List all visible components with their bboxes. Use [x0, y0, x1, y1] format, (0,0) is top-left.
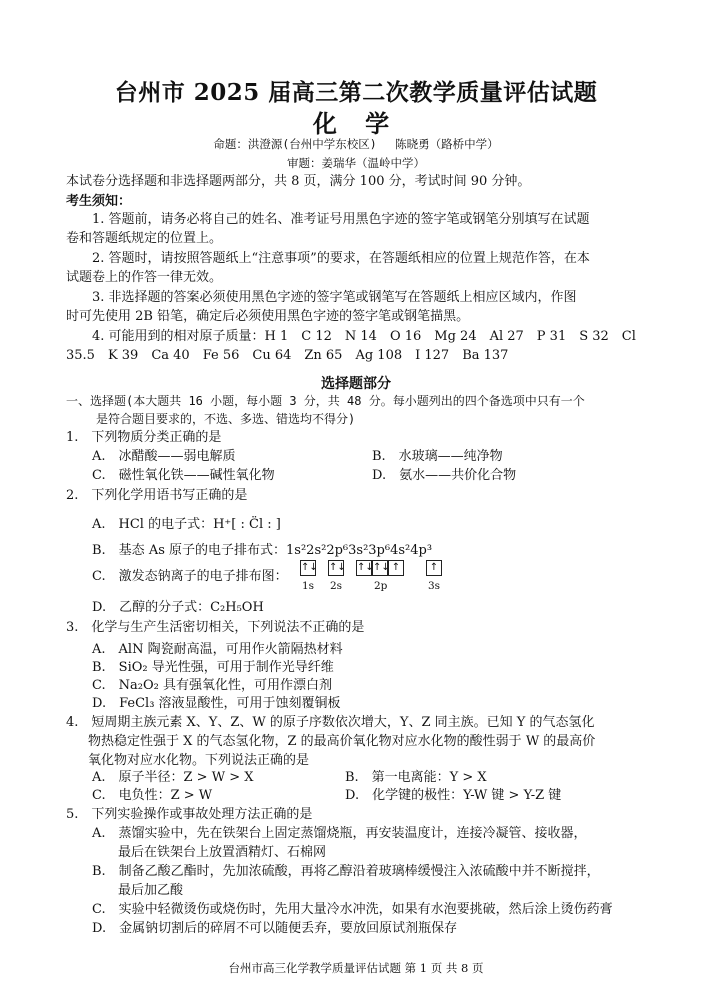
orbital-box-2p: ↑↓	[372, 560, 388, 576]
option	[92, 541, 432, 561]
question-stem: 4. 短周期主族元素 X、Y、Z、W 的原子序数依次增大，Y、Z 同主族。已知 Y 的气态氢化	[66, 715, 595, 730]
option: C. 电负性：Z > W	[92, 788, 213, 803]
section-desc: 一、选择题(本大题共 16 小题，每小题 3 分，共 48 分。每小题列出的四个备选项中只有一个	[66, 394, 585, 408]
question-stem: 3. 化学与生产生活密切相关，下列说法不正确的是	[66, 620, 365, 635]
option: 最后加乙酸	[118, 883, 184, 898]
orbital-box-2p: ↑	[388, 560, 404, 576]
option: A. 原子半径：Z > W > X	[92, 770, 254, 785]
option: C. 实验中轻微烫伤或烧伤时，先用大量冷水冲洗，如果有水泡要挑破，然后涂上烫伤药膏	[92, 902, 613, 917]
orbital-label: 1s	[302, 580, 315, 592]
option: D. FeCl₃ 溶液显酸性，可用于蚀刻覆铜板	[92, 696, 341, 711]
section-title: 选择题部分	[321, 376, 391, 392]
option-prefix: B. 基态 As 原子的电子排布式：	[92, 543, 287, 558]
option: A. 冰醋酸——弱电解质	[92, 449, 236, 464]
orbital-box-1s: ↑↓	[300, 560, 316, 576]
option: D. 氨水——共价化合物	[372, 468, 517, 483]
option: C. 磁性氧化铁——碱性氧化物	[92, 468, 275, 483]
option: C. 激发态钠离子的电子排布图：	[92, 569, 288, 584]
orbital-diagram	[300, 560, 450, 596]
page-footer: 台州市高三化学教学质量评估试题 第 1 页 共 8 页	[228, 961, 484, 975]
subject-title: 化 学	[312, 109, 400, 138]
notice-item: 时可先使用 2B 铅笔，确定后必须使用黑色字迹的签字笔或钢笔描黑。	[66, 309, 470, 324]
option: B. 水玻璃——纯净物	[372, 449, 503, 464]
option: 最后在铁架台上放置酒精灯、石棉网	[118, 845, 327, 860]
reviewer-line: 审题：姜瑞华（温岭中学）	[287, 156, 425, 170]
electron-configuration: 1s²2s²2p⁶3s²3p⁶4s²4p³	[286, 543, 433, 558]
notice-heading: 考生须知：	[66, 194, 132, 209]
orbital-label: 2p	[374, 580, 388, 592]
option: A. AlN 陶瓷耐高温，可用作火箭隔热材料	[92, 642, 343, 657]
option: C. Na₂O₂ 具有强氧化性，可用作漂白剂	[92, 678, 332, 693]
option: A. 蒸馏实验中，先在铁架台上固定蒸馏烧瓶，再安装温度计，连接冷凝管、接收器，	[92, 826, 587, 841]
notice-item: 3. 非选择题的答案必须使用黑色字迹的签字笔或钢笔写在答题纸上相应区域内，作图	[92, 290, 577, 305]
option: B. SiO₂ 导光性强，可用于制作光导纤维	[92, 660, 334, 675]
notice-item: 35.5 K 39 Ca 40 Fe 56 Cu 64 Zn 65 Ag 108 I 127 Ba 137	[66, 348, 509, 363]
question-stem: 5. 下列实验操作或事故处理方法正确的是	[66, 807, 313, 822]
orbital-label: 2s	[330, 580, 343, 592]
notice-item: 2. 答题时，请按照答题纸上“注意事项”的要求，在答题纸相应的位置上规范作答，在本	[92, 251, 590, 266]
notice-item: 4. 可能用到的相对原子质量：H 1 C 12 N 14 O 16 Mg 24 Al 27 P 31 S 32 Cl	[92, 329, 636, 344]
question-stem: 物热稳定性强于 X 的气态氢化物，Z 的最高价氧化物对应水化物的酸性弱于 W 的最高价	[88, 734, 596, 749]
setters-line: 命题：洪澄源(台州中学东校区) 陈晓勇（路桥中学）	[213, 137, 499, 151]
orbital-box-3s: ↑	[426, 560, 442, 576]
intro-line: 本试卷分选择题和非选择题两部分，共 8 页，满分 100 分，考试时间 90 分钟。	[66, 174, 531, 189]
section-desc: 是符合题目要求的，不选、多选、错选均不得分)	[96, 412, 356, 426]
orbital-box-2p: ↑↓	[356, 560, 372, 576]
option: D. 化学键的极性：Y-W 键 > Y-Z 键	[345, 788, 562, 803]
notice-item: 1. 答题前，请务必将自己的姓名、准考证号用黑色字迹的签字笔或钢笔分别填写在试题	[92, 212, 590, 227]
option: B. 制备乙酸乙酯时，先加浓硫酸，再将乙醇沿着玻璃棒缓慢注入浓硫酸中并不断搅拌，	[92, 864, 600, 879]
exam-title: 台州市 2025 届高三第二次教学质量评估试题	[114, 79, 598, 106]
option: D. 金属钠切割后的碎屑不可以随便丢弃，要放回原试剂瓶保存	[92, 921, 458, 936]
question-stem: 氧化物对应水化物。下列说法正确的是	[88, 753, 310, 768]
question-stem: 2. 下列化学用语书写正确的是	[66, 488, 248, 503]
orbital-label: 3s	[428, 580, 441, 592]
option: D. 乙醇的分子式：C₂H₅OH	[92, 600, 264, 615]
option: A. HCl 的电子式：H⁺[ : C̈l : ]	[92, 517, 281, 532]
notice-item: 卷和答题纸规定的位置上。	[66, 231, 223, 246]
orbital-box-2s: ↑↓	[328, 560, 344, 576]
notice-item: 试题卷上的作答一律无效。	[66, 270, 223, 285]
option: B. 第一电离能：Y > X	[345, 770, 487, 785]
question-stem: 1. 下列物质分类正确的是	[66, 430, 222, 445]
